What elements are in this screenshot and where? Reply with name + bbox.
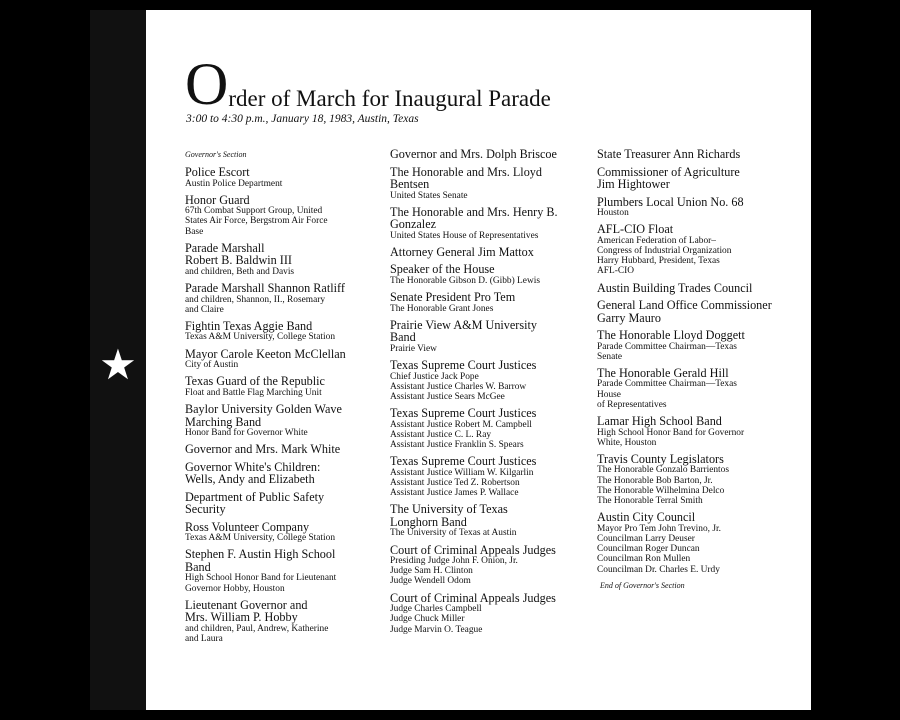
entry-detail: Parade Committee Chairman—Texas [597, 379, 737, 390]
entry-detail: and children, Shannon, II., Rosemary [185, 294, 326, 305]
parade-entry [390, 359, 590, 402]
entry-title: Ross Volunteer Company [185, 519, 310, 534]
entry-title: The Honorable Lloyd Doggett [597, 328, 745, 343]
entry-detail: Texas A&M University, College Station [185, 332, 336, 343]
title-text: rder of March for Inaugural Parade [228, 86, 551, 111]
entry-detail: The Honorable Wilhelmina Delco [597, 485, 725, 496]
entry-detail: High School Honor Band for Lieutenant [185, 573, 337, 584]
parade-entry [390, 148, 590, 161]
entry-title: Governor and Mrs. Mark White [185, 442, 341, 457]
entry-detail: Chief Justice Jack Pope [390, 371, 479, 382]
entry-title: Senate President Pro Tem [390, 290, 516, 305]
entry-title: Jim Hightower [597, 177, 670, 191]
entry-title: The Honorable and Mrs. Lloyd [390, 164, 542, 179]
entry-title: Mrs. William P. Hobby [185, 610, 298, 625]
page-title [185, 51, 551, 117]
parade-entry [597, 148, 797, 161]
entry-title: Wells, Andy and Elizabeth [185, 472, 315, 487]
sidebar-band [90, 10, 146, 710]
entry-title: AFL-CIO Float [597, 222, 674, 237]
entry-title: Band [185, 559, 211, 574]
parade-entry [597, 299, 797, 324]
program-page [90, 10, 811, 710]
entry-title: Police Escort [185, 165, 250, 179]
entry-title: Bentsen [390, 177, 430, 191]
entry-detail: Assistant Justice Charles W. Barrow [390, 381, 527, 392]
column-1 [185, 148, 373, 649]
entry-detail: Judge Charles Campbell [390, 604, 482, 615]
entry-detail: The Honorable Gibson D. (Gibb) Lewis [390, 275, 540, 286]
entry-title: Stephen F. Austin High School [185, 547, 336, 562]
parade-entry [597, 329, 797, 362]
parade-entry [185, 282, 373, 315]
entry-detail: Houston [597, 208, 629, 218]
entry-title: Prairie View A&M University [390, 317, 537, 332]
entry-detail: United States Senate [390, 190, 468, 201]
parade-entry [597, 282, 797, 295]
entry-title: Travis County Legislators [597, 451, 724, 466]
entry-title: Parade Marshall [185, 240, 265, 255]
entry-title: Attorney General Jim Mattox [390, 244, 534, 259]
parade-entry [185, 599, 373, 644]
entry-detail: Assistant Justice C. L. Ray [390, 429, 492, 440]
parade-entry [597, 367, 797, 410]
entry-detail: United States House of Representatives [390, 230, 539, 241]
parade-entry [185, 403, 373, 438]
entry-title: The University of Texas [390, 502, 508, 517]
entry-title: Parade Marshall Shannon Ratliff [185, 281, 345, 296]
entry-detail: Councilman Dr. Charles E. Urdy [597, 564, 720, 575]
entry-detail: Honor Band for Governor White [185, 428, 308, 439]
entry-detail: Judge Sam H. Clinton [390, 566, 473, 577]
parade-entry [597, 453, 797, 506]
entry-title: The Honorable and Mrs. Henry B. [390, 204, 558, 219]
entry-detail: American Federation of Labor– [597, 235, 716, 246]
entry-title: Baylor University Golden Wave [185, 402, 342, 417]
entry-detail: Assistant Justice James P. Wallace [390, 488, 519, 499]
entry-detail: and children, Paul, Andrew, Katherine [185, 623, 329, 634]
entry-detail: Judge Marvin O. Teague [390, 624, 483, 635]
entry-detail: States Air Force, Bergstrom Air Force [185, 216, 328, 227]
entry-detail: White, Houston [597, 437, 657, 448]
parade-entry [185, 166, 373, 189]
entry-title: Marching Band [185, 414, 262, 429]
parade-entry [185, 194, 373, 237]
entry-title: General Land Office Commissioner [597, 298, 772, 313]
entry-detail: Senate [597, 351, 622, 362]
parade-entry [597, 196, 797, 219]
parade-entry [390, 291, 590, 314]
entry-title: Austin Building Trades Council [597, 280, 753, 295]
entry-detail: Congress of Industrial Organization [597, 245, 732, 256]
entry-detail: Assistant Justice Ted Z. Robertson [390, 477, 520, 488]
entry-detail: 67th Combat Support Group, United [185, 206, 323, 217]
parade-entry [185, 521, 373, 544]
entry-detail: Assistant Justice Sears McGee [390, 391, 505, 402]
entry-title: Honor Guard [185, 192, 250, 207]
parade-entry [390, 263, 590, 286]
parade-entry [390, 166, 590, 201]
entry-detail: Mayor Pro Tem John Trevino, Jr. [597, 523, 721, 534]
entry-detail: High School Honor Band for Governor [597, 427, 745, 438]
parade-entry [185, 461, 373, 486]
parade-entry [597, 415, 797, 448]
entry-detail: Assistant Justice Robert M. Campbell [390, 419, 532, 430]
entry-title: Department of Public Safety [185, 489, 325, 504]
entry-title: State Treasurer Ann Richards [597, 147, 741, 161]
entry-detail: The Honorable Terral Smith [597, 496, 703, 507]
entry-detail: Assistant Justice Franklin S. Spears [390, 440, 524, 451]
entry-title: Mayor Carole Keeton McClellan [185, 346, 346, 361]
column-2 [390, 148, 590, 640]
section-end-label: End of Governor's Section [600, 580, 685, 590]
entry-title: Governor White's Children: [185, 459, 321, 474]
parade-entry [390, 246, 590, 259]
entry-detail: Councilman Roger Duncan [597, 544, 700, 555]
entry-title: Robert B. Baldwin III [185, 253, 292, 268]
parade-entry [597, 511, 797, 575]
entry-title: Speaker of the House [390, 262, 495, 277]
event-date-location: 3:00 to 4:30 p.m., January 18, 1983, Austin, Texas [186, 113, 419, 125]
entry-detail: The University of Texas at Austin [390, 528, 517, 539]
entry-detail: Prairie View [390, 343, 437, 354]
entry-detail: of Representatives [597, 399, 667, 410]
parade-entry [597, 223, 797, 276]
parade-entry [185, 443, 373, 456]
entry-title: The Honorable Gerald Hill [597, 365, 729, 380]
entry-detail: Texas A&M University, College Station [185, 533, 336, 544]
parade-entry [390, 503, 590, 538]
entry-detail: The Honorable Bob Barton, Jr. [597, 475, 713, 486]
entry-detail: Harry Hubbard, President, Texas [597, 256, 720, 267]
parade-entry [185, 491, 373, 516]
parade-entry [390, 319, 590, 354]
entry-title: Plumbers Local Union No. 68 [597, 194, 744, 209]
parade-entry [390, 407, 590, 450]
entry-detail: Judge Chuck Miller [390, 614, 465, 625]
entry-detail: AFL-CIO [597, 266, 634, 277]
entry-detail: City of Austin [185, 360, 239, 371]
parade-entry [390, 206, 590, 241]
entry-detail: Austin Police Department [185, 178, 283, 189]
entry-detail: Base [185, 226, 204, 237]
entry-detail: and children, Beth and Davis [185, 266, 295, 277]
parade-entry [185, 548, 373, 593]
entry-detail: The Honorable Grant Jones [390, 303, 494, 314]
entry-title: Texas Supreme Court Justices [390, 406, 537, 421]
entry-title: Court of Criminal Appeals Judges [390, 590, 556, 605]
parade-entry [597, 166, 797, 191]
entry-detail: Councilman Larry Deuser [597, 533, 695, 544]
section-start-label: Governor's Section [185, 150, 247, 159]
entry-detail: Assistant Justice William W. Kilgarlin [390, 467, 534, 478]
entry-detail: The Honorable Gonzalo Barrientos [597, 465, 729, 476]
entry-title: Governor and Mrs. Dolph Briscoe [390, 147, 557, 161]
entry-title: Texas Supreme Court Justices [390, 454, 537, 469]
entry-title: Austin City Council [597, 510, 696, 525]
parade-entry [390, 544, 590, 587]
star-icon: ★ [99, 340, 137, 389]
parade-entry [185, 320, 373, 343]
title-initial: O [185, 51, 229, 117]
entry-title: Lieutenant Governor and [185, 597, 308, 612]
entry-title: Lamar High School Band [597, 414, 722, 429]
entry-title: Garry Mauro [597, 310, 661, 325]
entry-title: Commissioner of Agriculture [597, 164, 740, 179]
column-3 [597, 148, 797, 590]
entry-detail: and Claire [185, 304, 224, 315]
parade-entry [390, 455, 590, 498]
parade-entry [185, 375, 373, 398]
entry-title: Gonzalez [390, 217, 437, 232]
entry-title: Longhorn Band [390, 514, 467, 529]
entry-title: Band [390, 330, 416, 345]
entry-detail: Councilman Ron Mullen [597, 554, 691, 565]
entry-detail: House [597, 389, 621, 400]
entry-detail: Float and Battle Flag Marching Unit [185, 387, 322, 398]
entry-detail: Parade Committee Chairman—Texas [597, 341, 737, 352]
entry-title: Texas Guard of the Republic [185, 374, 325, 389]
entry-detail: and Laura [185, 634, 223, 645]
entry-title: Security [185, 502, 226, 517]
parade-entry [185, 242, 373, 277]
entry-detail: Judge Wendell Odom [390, 576, 471, 587]
entry-title: Fightin Texas Aggie Band [185, 318, 313, 333]
entry-detail: Presiding Judge John F. Onion, Jr. [390, 556, 518, 567]
parade-entry [185, 348, 373, 371]
parade-entry [390, 592, 590, 635]
entry-title: Texas Supreme Court Justices [390, 358, 537, 373]
entry-detail: Governor Hobby, Houston [185, 583, 285, 594]
entry-title: Court of Criminal Appeals Judges [390, 542, 556, 557]
